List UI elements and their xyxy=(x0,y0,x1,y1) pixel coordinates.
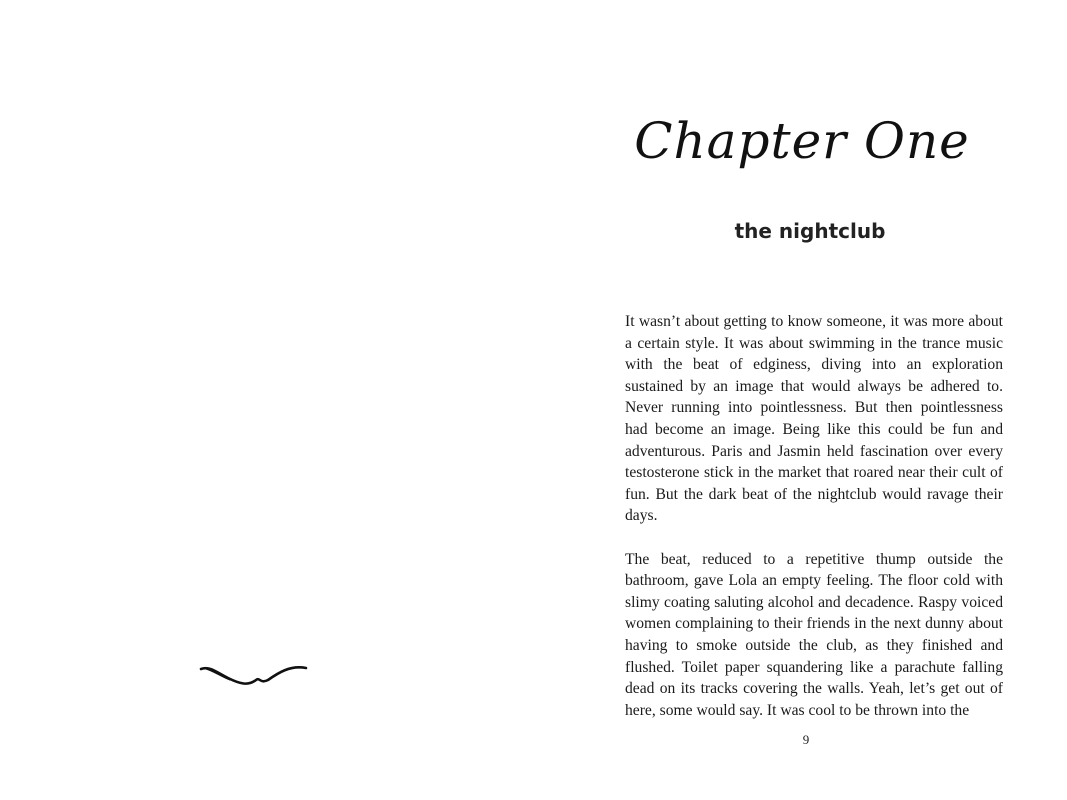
chapter-subtitle: the nightclub xyxy=(734,219,886,243)
flourish-icon xyxy=(198,660,310,690)
page-number: 9 xyxy=(802,732,810,747)
right-page xyxy=(533,0,1067,800)
left-page xyxy=(0,0,533,800)
paragraph-clip xyxy=(625,549,1003,722)
paragraph: The beat, reduced to a repetitive thump outside the bathroom, gave Lola an empty feeling. The floor cold with slimy coating saluting alcohol and decadence. Raspy voiced women complaining to their friends in the next dunny about having to smoke outside the club, as they finished and flushed. Toilet paper squandering like a parachute falling dead on its tracks covering the walls. Yeah, let’s get out of here, some would say. It was cool to be thrown into the xyxy=(625,550,1003,719)
body-text xyxy=(625,311,1003,721)
chapter-title: Chapter One xyxy=(634,112,970,170)
paragraph: It wasn’t about getting to know someone, it was more about a certain style. It was about swimming in the trance music with the beat of edginess, diving into an exploration sustained by an image that would always be adhered to. Never running into pointlessness. But then pointlessness had become an image. Being like this could be fun and adventurous. Paris and Jasmin held fascination over every testosterone stick in the market that roared near their cult of fun. But the dark beat of the nightclub would ravage their days. xyxy=(625,313,1003,525)
